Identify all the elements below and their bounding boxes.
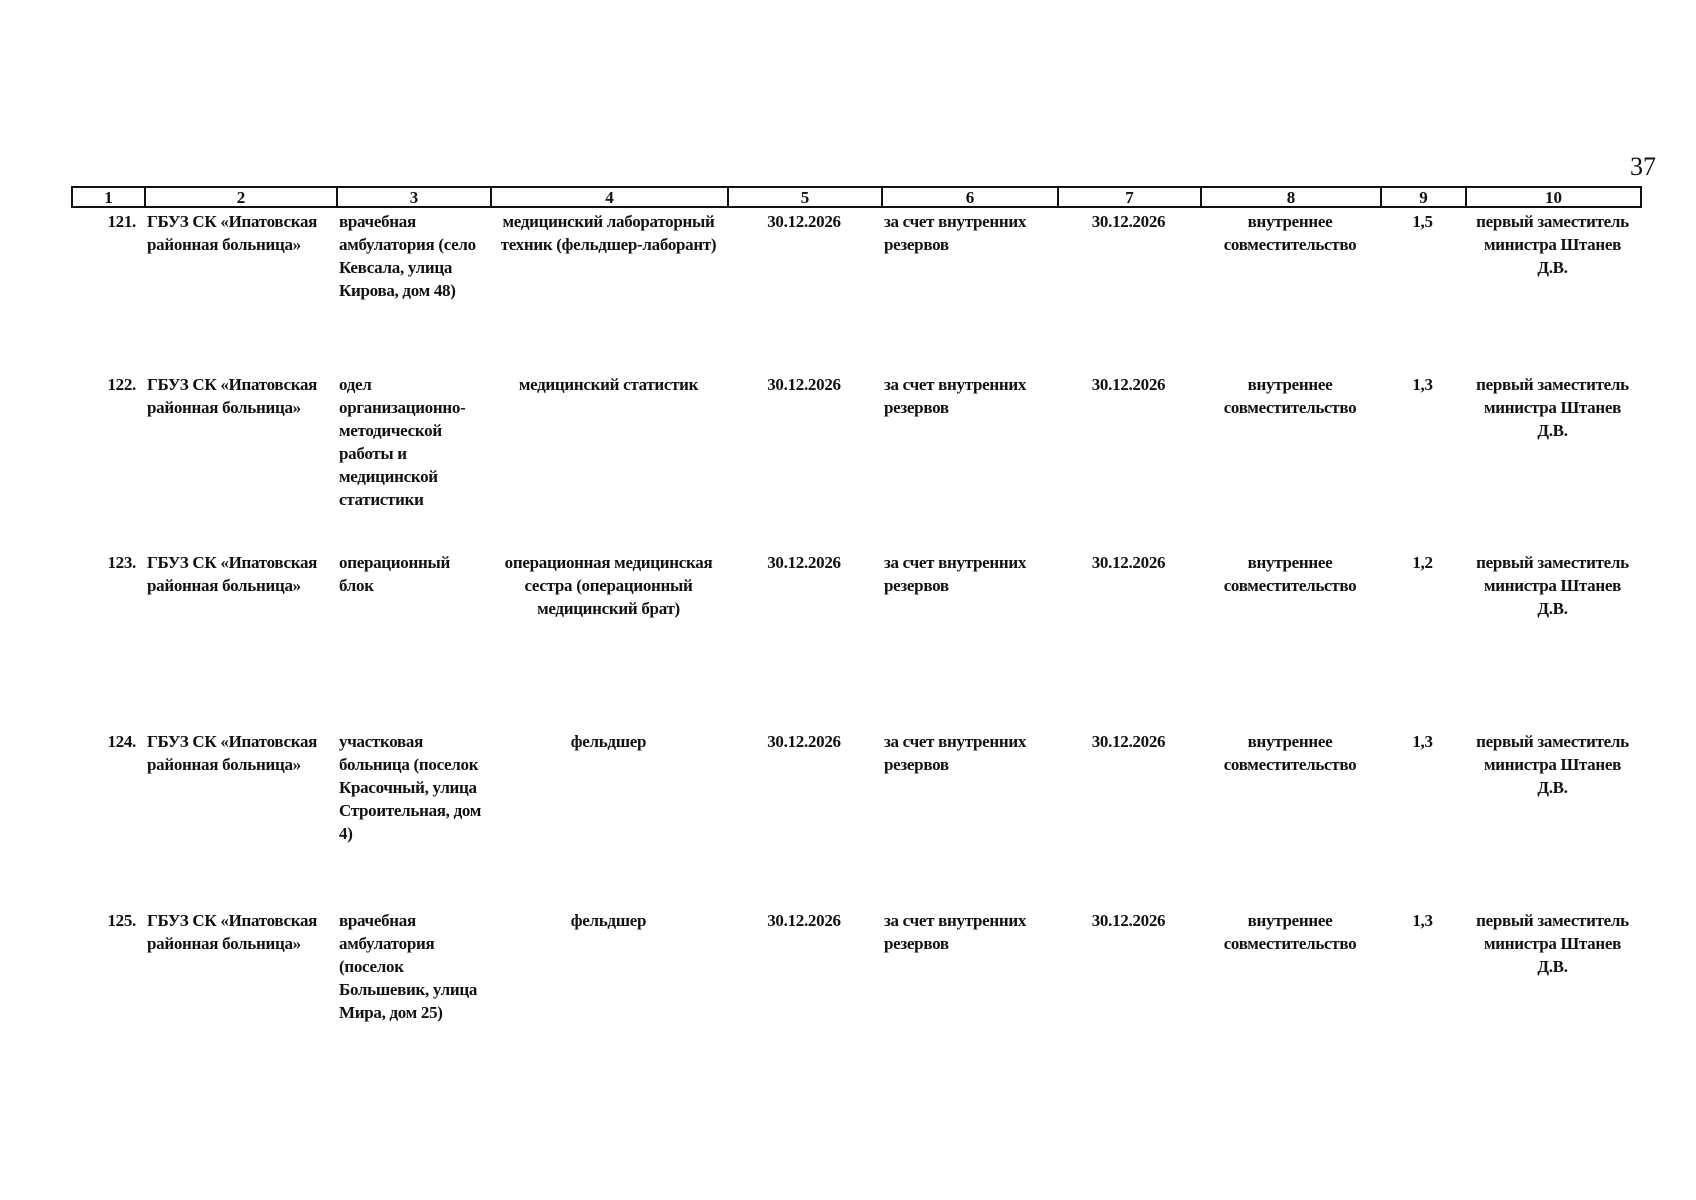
rate-cell: 1,5 bbox=[1412, 212, 1433, 231]
employment-type-cell: внутреннее совместительство bbox=[1223, 553, 1357, 595]
column-number: 3 bbox=[337, 187, 491, 207]
position-cell: операционная медицинская сестра (операционный медицинский брат) bbox=[504, 553, 713, 618]
column-number: 2 bbox=[145, 187, 337, 207]
table-row bbox=[71, 909, 1640, 1059]
rate-cell: 1,3 bbox=[1412, 911, 1433, 930]
responsible-cell: первый заместитель министра Штанев Д.В. bbox=[1476, 911, 1629, 976]
row-number: 121. bbox=[107, 212, 136, 231]
deadline-date-cell: 30.12.2026 bbox=[767, 732, 841, 751]
deadline-date-cell: 30.12.2026 bbox=[767, 553, 841, 572]
unit-cell: одел организационно-методической работы и медицинской статистики bbox=[339, 375, 466, 509]
funding-source-cell: за счет внутренних резервов bbox=[884, 732, 1027, 774]
funding-source-cell: за счет внутренних резервов bbox=[884, 212, 1027, 254]
position-cell: фельдшер bbox=[570, 911, 647, 930]
responsible-cell: первый заместитель министра Штанев Д.В. bbox=[1476, 553, 1629, 618]
column-number-header bbox=[71, 186, 1642, 208]
unit-cell: врачебная амбулатория (село Кевсала, улица Кирова, дом 48) bbox=[339, 212, 476, 300]
institution-cell: ГБУЗ СК «Ипатовская районная больница» bbox=[147, 911, 318, 953]
position-cell: фельдшер bbox=[570, 732, 647, 751]
funding-source-cell: за счет внутренних резервов bbox=[884, 375, 1027, 417]
responsible-cell: первый заместитель министра Штанев Д.В. bbox=[1476, 375, 1629, 440]
rate-cell: 1,2 bbox=[1412, 553, 1433, 572]
unit-cell: врачебная амбулатория (поселок Большевик, улица Мира, дом 25) bbox=[339, 911, 478, 1022]
column-number: 9 bbox=[1381, 187, 1466, 207]
end-date-cell: 30.12.2026 bbox=[1091, 732, 1166, 751]
position-cell: медицинский статистик bbox=[518, 375, 699, 394]
end-date-cell: 30.12.2026 bbox=[1091, 375, 1166, 394]
column-number: 7 bbox=[1058, 187, 1201, 207]
positions-table bbox=[71, 210, 1640, 1059]
rate-cell: 1,3 bbox=[1412, 732, 1433, 751]
column-number: 8 bbox=[1201, 187, 1381, 207]
page-number: 37 bbox=[1630, 152, 1656, 181]
end-date-cell: 30.12.2026 bbox=[1091, 212, 1166, 231]
deadline-date-cell: 30.12.2026 bbox=[767, 375, 841, 394]
column-number: 1 bbox=[72, 187, 145, 207]
end-date-cell: 30.12.2026 bbox=[1091, 553, 1166, 572]
rate-cell: 1,3 bbox=[1412, 375, 1433, 394]
employment-type-cell: внутреннее совместительство bbox=[1223, 911, 1357, 953]
table-row bbox=[71, 210, 1640, 373]
institution-cell: ГБУЗ СК «Ипатовская районная больница» bbox=[147, 732, 318, 774]
table-row bbox=[71, 551, 1640, 730]
column-number: 10 bbox=[1466, 187, 1641, 207]
institution-cell: ГБУЗ СК «Ипатовская районная больница» bbox=[147, 553, 318, 595]
institution-cell: ГБУЗ СК «Ипатовская районная больница» bbox=[147, 212, 318, 254]
deadline-date-cell: 30.12.2026 bbox=[767, 911, 841, 930]
row-number: 124. bbox=[107, 732, 136, 751]
funding-source-cell: за счет внутренних резервов bbox=[884, 911, 1027, 953]
funding-source-cell: за счет внутренних резервов bbox=[884, 553, 1027, 595]
unit-cell: участковая больница (поселок Красочный, улица Строительная, дом 4) bbox=[339, 732, 482, 843]
column-number: 5 bbox=[728, 187, 882, 207]
employment-type-cell: внутреннее совместительство bbox=[1223, 375, 1357, 417]
responsible-cell: первый заместитель министра Штанев Д.В. bbox=[1476, 732, 1629, 797]
employment-type-cell: внутреннее совместительство bbox=[1223, 732, 1357, 774]
unit-cell: операционный блок bbox=[339, 553, 450, 595]
table-row bbox=[71, 730, 1640, 909]
responsible-cell: первый заместитель министра Штанев Д.В. bbox=[1476, 212, 1629, 277]
row-number: 123. bbox=[107, 553, 136, 572]
deadline-date-cell: 30.12.2026 bbox=[767, 212, 841, 231]
end-date-cell: 30.12.2026 bbox=[1091, 911, 1166, 930]
column-number: 6 bbox=[882, 187, 1058, 207]
row-number: 125. bbox=[107, 911, 136, 930]
column-number: 4 bbox=[491, 187, 728, 207]
institution-cell: ГБУЗ СК «Ипатовская районная больница» bbox=[147, 375, 318, 417]
employment-type-cell: внутреннее совместительство bbox=[1223, 212, 1357, 254]
position-cell: медицинский лабораторный техник (фельдшер-лаборант) bbox=[500, 212, 717, 254]
row-number: 122. bbox=[107, 375, 136, 394]
table-row bbox=[71, 373, 1640, 551]
